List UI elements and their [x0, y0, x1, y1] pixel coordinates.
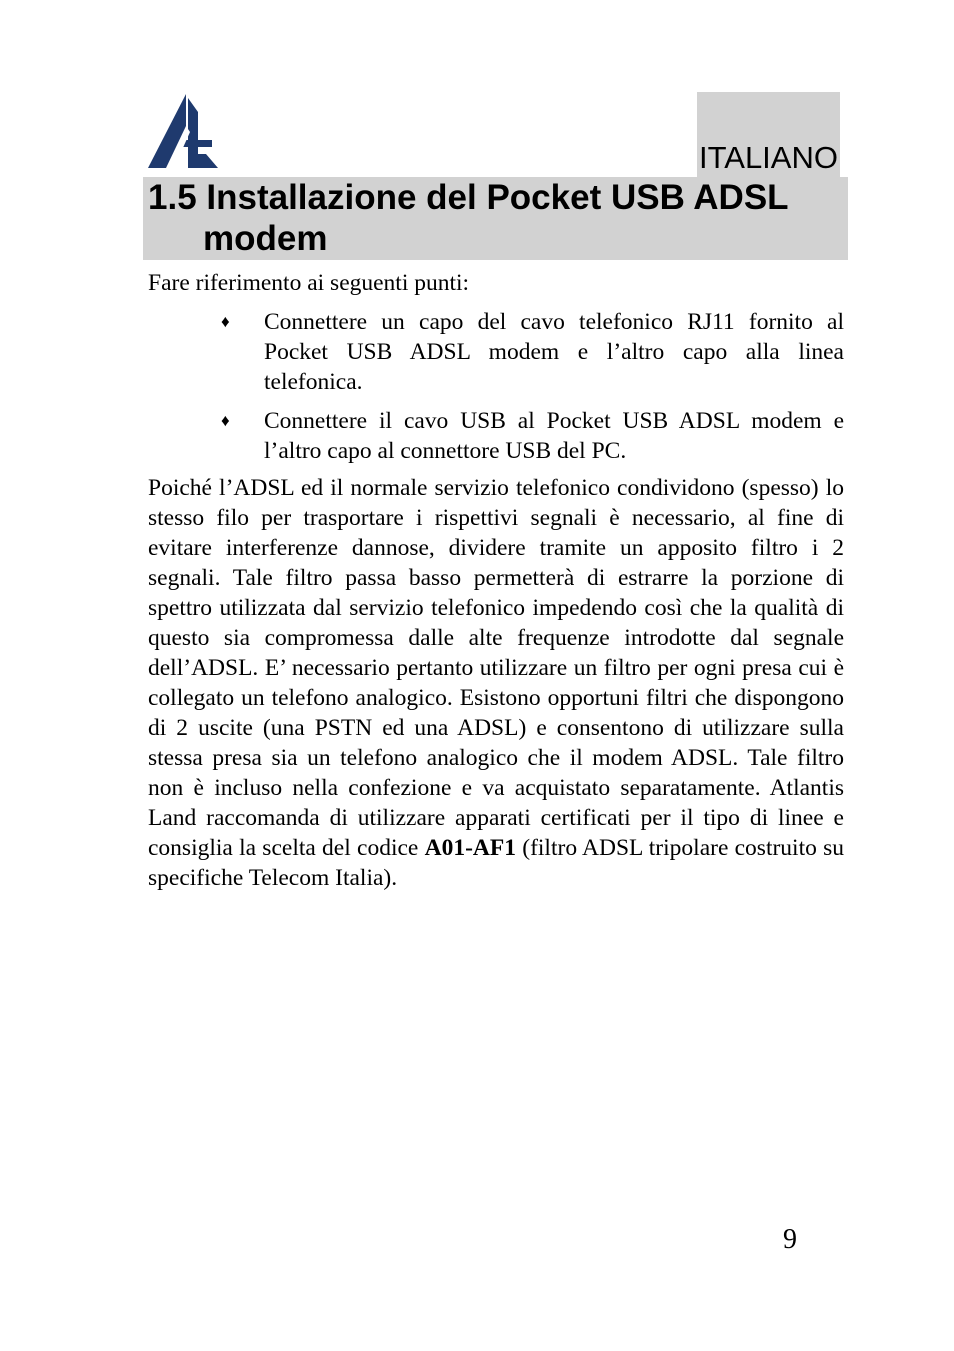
- list-item-text: Connettere il cavo USB al Pocket USB ADSL modem e l’altro capo al connettore USB del PC.: [264, 408, 844, 464]
- intro-text: Fare riferimento ai seguenti punti:: [148, 270, 470, 296]
- product-code: A01-AF1: [424, 835, 516, 861]
- list-item: [148, 406, 844, 466]
- paragraph-text-end: (filtro ADSL tripolare costruito su specifiche Telecom Italia).: [148, 835, 845, 891]
- diamond-bullet-icon: ♦: [221, 411, 230, 430]
- atlantis-land-logo-icon: [146, 92, 220, 170]
- list-item: [148, 307, 844, 397]
- instruction-list: [148, 307, 844, 475]
- language-label: ITALIANO: [699, 140, 838, 175]
- list-item-text: Connettere un capo del cavo telefonico RJ11 fornito al Pocket USB ADSL modem e l’altro capo alla linea telefonica.: [264, 309, 844, 395]
- section-title-line2: modem: [203, 219, 328, 258]
- section-title-line1: Installazione del Pocket USB ADSL: [206, 178, 789, 217]
- diamond-bullet-icon: ♦: [221, 312, 230, 331]
- page-number: 9: [783, 1224, 797, 1255]
- section-number: 1.5: [148, 178, 197, 217]
- section-title: [148, 177, 838, 259]
- paragraph-text: Poiché l’ADSL ed il normale servizio telefonico condividono (spesso) lo stesso filo per trasportare i rispettivi segnali è necessario, al fine di evitare interferenze dannose, dividere tramite un apposito filtro i 2 segnali. Tale filtro passa basso permetterà di estrarre la porzione di spettro utilizzata dal servizio telefonico impedendo così che la qualità di questo sia compromessa dalle alte frequenze introdotte dal segnale dell’ADSL. E’ necessario pertanto utilizzare un filtro per ogni presa cui è collegato un telefono analogico. Esistono opportuni filtri che dispongono di 2 uscite (una PSTN ed una ADSL) e consentono di utilizzare sulla stessa presa sia un telefono analogico che il modem ADSL. Tale filtro non è incluso nella confezione e va acquistato separatamente. Atlantis Land raccomanda di utilizzare apparati certificati per il tipo di linee e consiglia la scelta del codice: [148, 475, 844, 861]
- body-paragraph: [148, 473, 844, 893]
